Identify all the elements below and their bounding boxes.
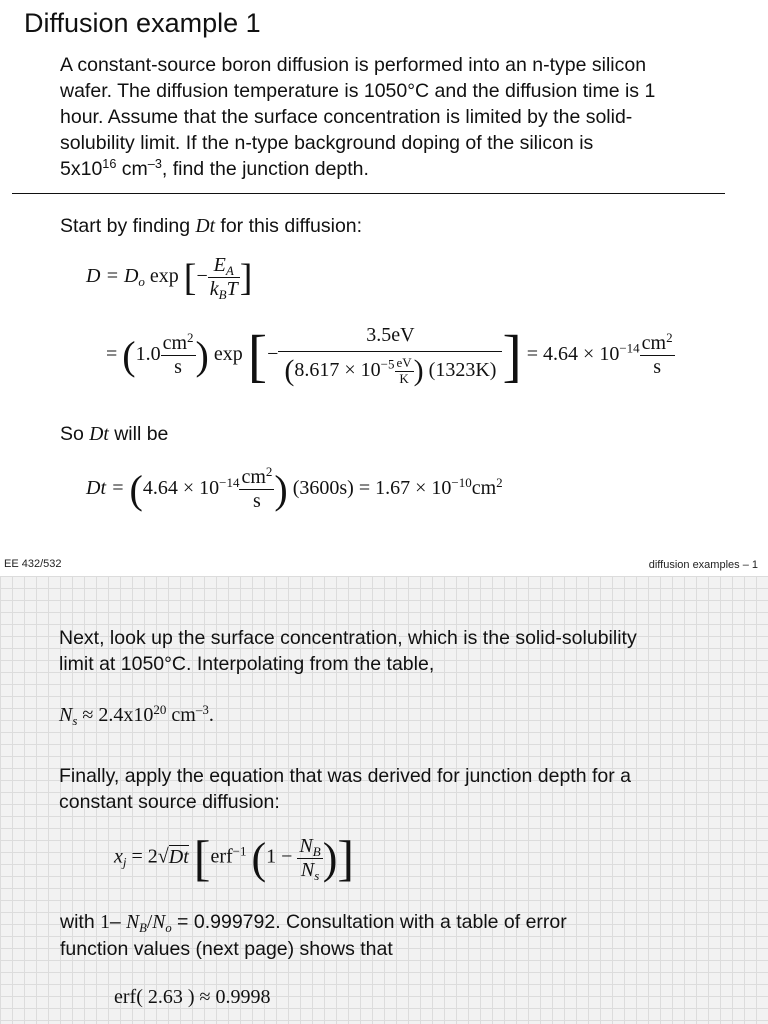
right-paren: ): [413, 354, 424, 387]
nb-symbol: N: [299, 834, 313, 857]
with-pre: with: [60, 911, 101, 933]
eq3-result-unit: cm: [471, 477, 497, 500]
ns-unit: cm: [166, 704, 196, 726]
so-text-post: will be: [108, 423, 169, 445]
doping-value: 5x10: [60, 158, 103, 180]
unit-cm: cm: [162, 331, 188, 354]
with-post: = 0.999792. Consultation with a table of error: [171, 911, 567, 933]
ns-symbol: N: [59, 704, 73, 726]
eq3-time-result: (3600s) = 1.67 × 10: [292, 477, 452, 500]
so-text: [60, 421, 168, 448]
unit-cm: cm: [241, 466, 266, 488]
start-text-post: for this diffusion:: [215, 215, 363, 237]
left-bracket: [: [183, 256, 197, 299]
nb-ns-fraction: [297, 835, 322, 882]
right-paren: ): [274, 467, 288, 512]
unit-ev: eV: [396, 354, 412, 370]
problem-line: wafer. The diffusion temperature is 1050°C and the diffusion time is 1: [60, 80, 656, 102]
eq2-result: = 4.64 × 10: [526, 342, 620, 365]
problem-line: [60, 156, 655, 182]
eq3-result-exp: −10: [451, 474, 472, 490]
erf-label: erf: [210, 845, 233, 868]
problem-statement: [60, 52, 655, 182]
with-one: 1: [100, 912, 110, 933]
ns-exp: 20: [153, 701, 167, 717]
finally-line: Finally, apply the equation that was derived for junction depth for a: [59, 765, 631, 787]
problem-line: hour. Assume that the surface concentration is limited by the solid-: [60, 106, 633, 128]
footer-page: diffusion examples – 1: [648, 559, 758, 571]
eq3-result-unit-exp: 2: [496, 474, 503, 490]
eq1-den-sub: B: [218, 286, 227, 302]
doping-exponent: 16: [102, 157, 117, 172]
eq2-ea: 3.5eV: [278, 320, 502, 352]
no-sub: o: [165, 920, 172, 935]
left-paren: (: [122, 332, 136, 378]
ns-sub: s: [314, 867, 320, 883]
unit-s: s: [653, 355, 662, 378]
eq1-lhs: D = D: [86, 265, 139, 288]
eq2-kb-unit: [395, 356, 414, 387]
ns-sub: s: [72, 712, 78, 728]
with-line-2: function values (next page) shows that: [60, 938, 393, 960]
eq2-kb-exp: −5: [380, 356, 395, 372]
xj-lhs-sub: j: [122, 854, 127, 870]
xj-equals: = 2: [126, 845, 158, 868]
no-symbol: N: [152, 912, 166, 933]
eq2-kb: 8.617 × 10: [294, 358, 381, 381]
unit-exp: 2: [666, 329, 673, 345]
eq1-den: k: [209, 278, 219, 300]
slide-2: [0, 576, 768, 1024]
left-paren: (: [129, 467, 143, 512]
unit-s: s: [253, 490, 261, 512]
eq1-lhs-sub: o: [138, 273, 145, 289]
unit-s: s: [174, 355, 182, 378]
nb-sub: B: [312, 843, 321, 859]
eq2-d0: 1.0: [135, 342, 161, 365]
finally-line: constant source diffusion:: [59, 791, 280, 813]
one-minus: 1 −: [266, 845, 293, 868]
equation-dt: [86, 463, 503, 513]
doping-unit-exponent: –3: [147, 157, 162, 172]
ns-value: [59, 701, 214, 728]
eq3-value: 4.64 × 10: [142, 477, 220, 500]
eq2-result-unit: [640, 329, 675, 379]
equation-diffusivity: [86, 254, 252, 301]
start-text: [60, 213, 362, 240]
with-paragraph: [60, 909, 567, 962]
finally-paragraph: [59, 763, 631, 815]
eq1-exp: exp: [144, 265, 179, 288]
eq2-equals: =: [106, 342, 118, 365]
eq1-num: E: [213, 254, 226, 276]
sqrt-argument: Dt: [168, 845, 189, 868]
eq2-exp: exp: [213, 342, 243, 365]
eq3-unit: [239, 463, 274, 513]
next-line: limit at 1050°C. Interpolating from the table,: [59, 653, 435, 675]
equation-diffusivity-numeric: [106, 320, 675, 391]
unit-cm: cm: [641, 331, 667, 354]
right-bracket: ]: [502, 322, 522, 388]
sqrt-sign: √: [157, 845, 169, 868]
right-paren: ): [195, 332, 209, 378]
with-line: [60, 909, 567, 936]
nb-symbol: N: [126, 912, 140, 933]
equation-junction-depth: [114, 829, 354, 887]
eq2-temp: (1323K): [428, 358, 497, 381]
problem-line: A constant-source boron diffusion is performed into an n-type silicon: [60, 54, 647, 76]
erf-inverse-exp: −1: [232, 843, 247, 859]
xj-lhs: x: [114, 845, 123, 868]
doping-unit: cm: [116, 158, 148, 180]
nb-sub: B: [139, 920, 147, 935]
eq1-minus: −: [196, 265, 208, 288]
eq3-value-exp: −14: [219, 474, 240, 490]
ns-unit-exp: –3: [195, 701, 209, 717]
next-paragraph: [59, 625, 637, 677]
eq1-fraction: [208, 254, 240, 301]
start-text-pre: Start by finding: [60, 215, 196, 237]
unit-k: K: [399, 370, 409, 386]
dt-symbol: Dt: [195, 216, 215, 237]
next-line: Next, look up the surface concentration, which is the solid-solubility: [59, 627, 637, 649]
so-text-pre: So: [60, 423, 90, 445]
unit-exp: 2: [187, 329, 194, 345]
problem-end: , find the junction depth.: [161, 158, 369, 180]
left-paren: (: [251, 833, 267, 883]
left-bracket: [: [247, 322, 268, 388]
ns-period: .: [208, 704, 214, 726]
eq2-minus: −: [267, 342, 279, 365]
eq1-num-sub: A: [225, 262, 234, 278]
unit-exp: 2: [265, 463, 273, 479]
with-slash: /: [146, 912, 153, 933]
eq3-lhs: Dt =: [86, 477, 125, 500]
right-paren: ): [322, 833, 338, 883]
eq2-fraction: [278, 320, 502, 391]
eq2-result-exp: −14: [619, 340, 640, 356]
with-dash: –: [109, 911, 127, 933]
left-bracket: [: [193, 830, 211, 886]
slide-title: Diffusion example 1: [24, 8, 261, 38]
right-bracket: ]: [239, 256, 253, 299]
problem-line: solubility limit. If the n-type background doping of the silicon is: [60, 132, 594, 154]
footer-course: EE 432/532: [4, 558, 62, 570]
right-bracket: ]: [337, 830, 355, 886]
dt-symbol: Dt: [89, 424, 109, 445]
eq1-den-post: T: [226, 278, 238, 300]
left-paren: (: [284, 354, 295, 387]
ns-symbol: N: [300, 858, 315, 881]
eq2-d0-unit: [161, 329, 196, 379]
divider-rule: [12, 193, 725, 194]
ns-approx: ≈ 2.4x10: [77, 704, 154, 726]
erf-result: erf( 2.63 ) ≈ 0.9998: [114, 986, 271, 1008]
